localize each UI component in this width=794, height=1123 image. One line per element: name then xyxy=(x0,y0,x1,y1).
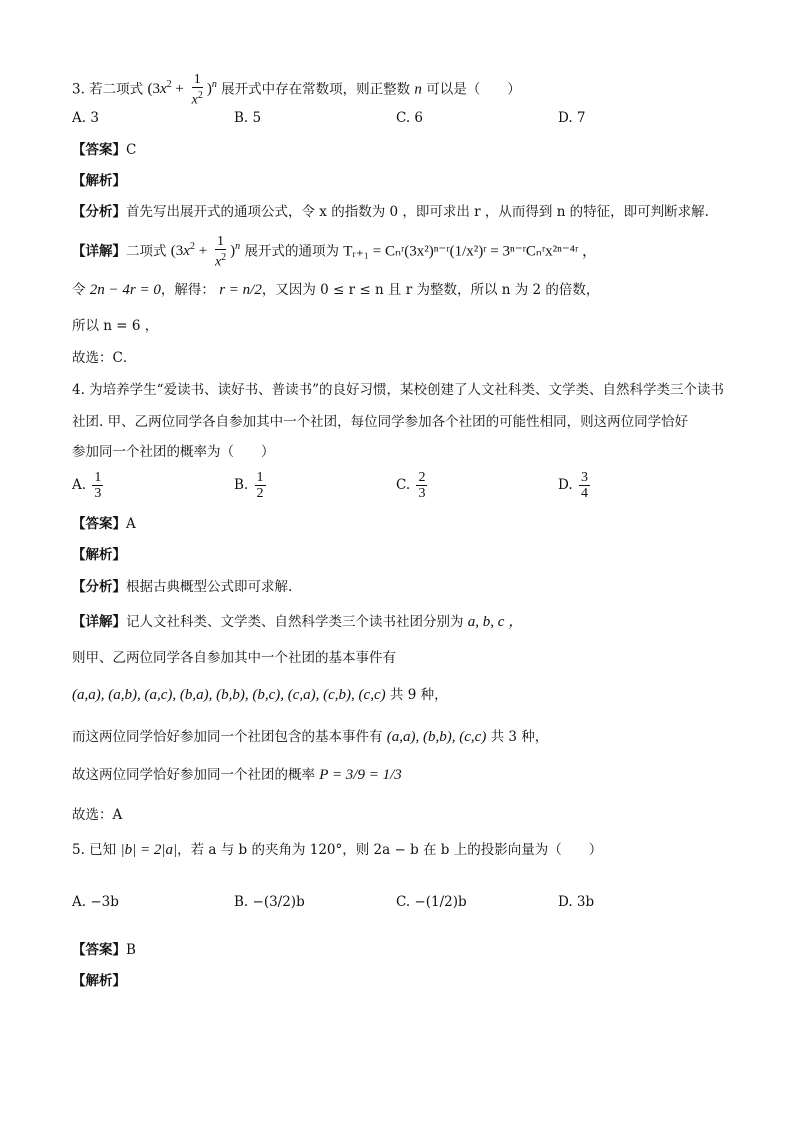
q3-xiangjie-formula: Tᵣ₊₁ = Cₙʳ(3x²)ⁿ⁻ʳ(1/x²)ʳ = 3ⁿ⁻ʳCₙʳx²ⁿ⁻⁴ʳ ， xyxy=(343,243,597,260)
q4-option-d-num: 3 xyxy=(580,470,588,485)
q3-xiangjie-expression: ($3x^2$ + $\frac{1}{x^2}$ )$^n$ xyxy=(170,234,241,270)
q4-fenxi-text: 根据古典概型公式即可求解. xyxy=(126,579,293,595)
q4-option-d xyxy=(558,470,592,501)
q4-analysis-label: 【解析】 xyxy=(72,547,126,563)
q4-xiangjie xyxy=(72,612,523,632)
q3-answer-value: C xyxy=(126,142,137,158)
q3-stem-expression: ($3x^2$ + $\frac{1}{x^2}$ )$^n$ xyxy=(147,72,217,108)
q3-option-d: D. 7 xyxy=(558,110,586,126)
q3-ling-mid: ，解得： xyxy=(160,282,215,298)
q3-xiangjie-prefix: 二项式 xyxy=(126,243,167,260)
q5-stem-prefix: 5. 已知 xyxy=(72,842,117,858)
q5-answer xyxy=(72,940,136,960)
q4-line-guxuan: 故选：A xyxy=(72,807,123,823)
q3-line-ling xyxy=(72,280,599,300)
q4-line-events xyxy=(72,685,448,705)
q5-option-b: B. −(3/2)b xyxy=(234,894,305,910)
q4-option-d-label: D. xyxy=(558,477,573,493)
q4-option-c-den: 3 xyxy=(418,486,426,501)
q4-xiangjie-label: 【详解】 xyxy=(72,614,126,630)
q4-stem-line2: 社团. 甲、乙两位同学各自参加其中一个社团，每位同学参加各个社团的可能性相同，则这两位同学恰好 xyxy=(72,414,689,430)
q4-er-events: (a,a), (b,b), (c,c) xyxy=(386,729,487,745)
q4-option-a-den: 3 xyxy=(94,486,102,501)
q3-fenxi xyxy=(72,202,709,222)
q4-answer xyxy=(72,514,136,534)
q4-answer-value: A xyxy=(126,516,136,532)
q4-events-list: (a,a), (a,b), (a,c), (b,a), (b,b), (b,c), (c,a), (c,b), (c,c) xyxy=(72,687,386,703)
q3-ling-equation: 2n − 4r = 0 xyxy=(89,282,161,298)
q3-stem xyxy=(72,72,521,108)
q3-stem-prefix: 3. 若二项式 xyxy=(72,81,144,98)
q4-fenxi-label: 【分析】 xyxy=(72,579,126,595)
q4-option-b-den: 2 xyxy=(256,486,264,501)
q4-er-count: 共 3 种， xyxy=(490,729,549,745)
q4-xiangjie-vars: a, b, c ， xyxy=(467,614,524,630)
q5-option-a: A. −3b xyxy=(72,894,119,910)
q5-answer-label: 【答案】 xyxy=(72,942,126,958)
q4-stem-line3: 参加同一个社团的概率为（ ） xyxy=(72,444,275,460)
q5-stem-text: ，若 a 与 b 的夹角为 120°，则 2a − b 在 b 上的投影向量为（ ） xyxy=(177,842,603,858)
q4-line-ze: 则甲、乙两位同学各自参加其中一个社团的基本事件有 xyxy=(72,650,396,666)
q4-option-a-label: A. xyxy=(72,477,87,493)
q4-option-c-num: 2 xyxy=(418,470,426,485)
q5-option-d: D. 3b xyxy=(558,894,595,910)
q4-stem-line1: 4. 为培养学生“爱读书、读好书、普读书”的良好习惯，某校创建了人文社科类、文学类、自然科学类三个读书 xyxy=(72,382,724,398)
q3-line-guxuan: 故选：C． xyxy=(72,350,137,366)
q5-analysis-label: 【解析】 xyxy=(72,973,126,989)
q4-option-c xyxy=(396,470,429,501)
q4-events-count: 共 9 种， xyxy=(389,687,448,703)
q4-xiangjie-text: 记人文社科类、文学类、自然科学类三个读书社团分别为 xyxy=(126,614,464,630)
q3-line-suoyi: 所以 n = 6 ， xyxy=(72,318,159,334)
q4-option-a-num: 1 xyxy=(94,470,102,485)
q3-answer xyxy=(72,140,136,160)
q4-option-b-num: 1 xyxy=(256,470,264,485)
q3-stem-variable: n xyxy=(414,81,422,98)
q3-fenxi-label: 【分析】 xyxy=(72,204,126,220)
q4-line-gu xyxy=(72,765,402,785)
q4-option-d-den: 4 xyxy=(580,486,588,501)
q4-gu-formula: P = 3/9 = 1/3 xyxy=(319,767,402,783)
q4-option-b-label: B. xyxy=(234,477,249,493)
q4-fenxi xyxy=(72,577,292,597)
q3-xiangjie-label: 【详解】 xyxy=(72,243,126,260)
q3-option-b: B. 5 xyxy=(234,110,262,126)
q4-option-c-label: C. xyxy=(396,477,411,493)
q4-option-b xyxy=(234,470,268,501)
q3-xiangjie xyxy=(72,234,597,270)
q3-option-c: C. 6 xyxy=(396,110,424,126)
q3-ling-post: ，又因为 0 ≤ r ≤ n 且 r 为整数，所以 n 为 2 的倍数， xyxy=(261,282,600,298)
q5-stem-condition: |b| = 2|a| xyxy=(120,842,178,858)
q3-ling-r: r = n/2 xyxy=(219,282,262,298)
q3-option-a: A. 3 xyxy=(72,110,99,126)
q3-fenxi-text: 首先写出展开式的通项公式，令 x 的指数为 0 ，即可求出 r ，从而得到 n 的特征，即可判断求解. xyxy=(126,204,709,220)
q4-line-er xyxy=(72,727,548,747)
q3-xiangjie-mid: 展开式的通项为 xyxy=(244,243,339,260)
q3-ling-prefix: 令 xyxy=(72,282,86,298)
q4-answer-label: 【答案】 xyxy=(72,516,126,532)
q4-option-a xyxy=(72,470,105,501)
q3-stem-text: 展开式中存在常数项，则正整数 xyxy=(221,81,411,98)
q5-option-c: C. −(1/2)b xyxy=(396,894,467,910)
q3-analysis-label: 【解析】 xyxy=(72,173,126,189)
q5-stem xyxy=(72,840,602,860)
q3-answer-label: 【答案】 xyxy=(72,142,126,158)
q3-stem-end: 可以是（ ） xyxy=(426,81,521,98)
q4-gu-text: 故这两位同学恰好参加同一个社团的概率 xyxy=(72,767,315,783)
q5-answer-value: B xyxy=(126,942,136,958)
q4-er-text: 而这两位同学恰好参加同一个社团包含的基本事件有 xyxy=(72,729,383,745)
